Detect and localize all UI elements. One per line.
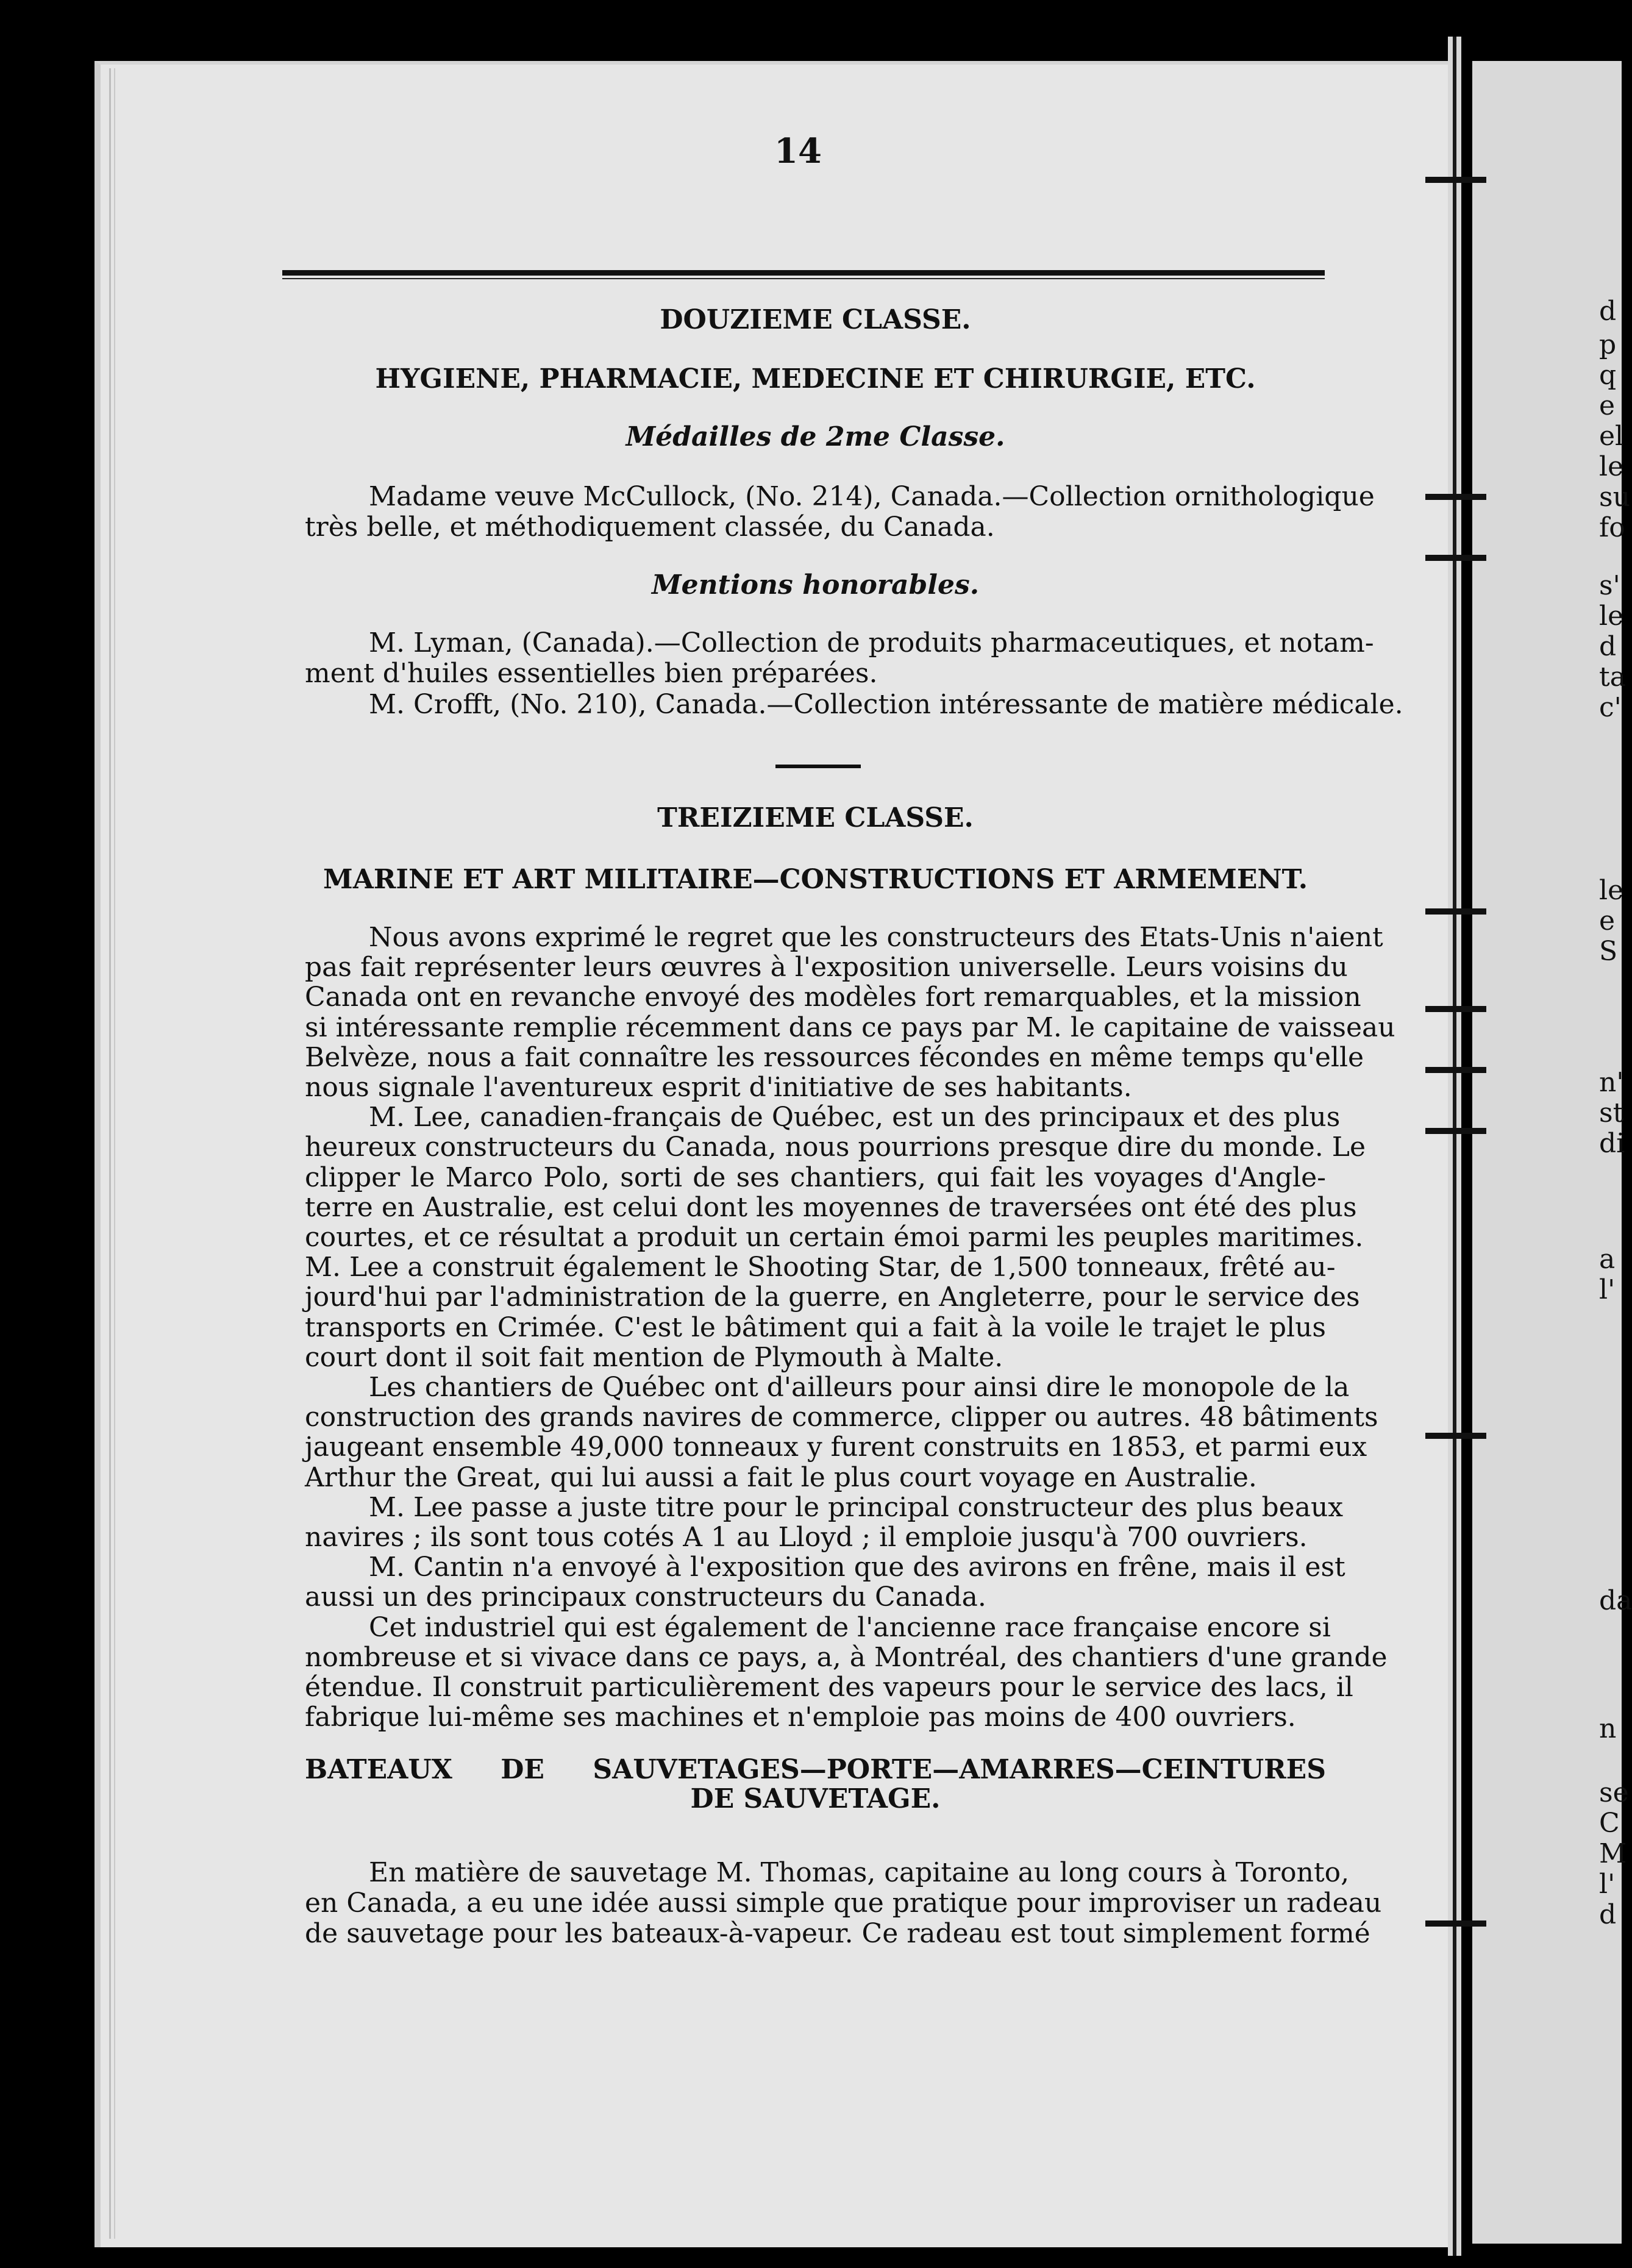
class-13-subject: MARINE ET ART MILITAIRE—CONSTRUCTIONS ET ARMEMENT. <box>322 864 1308 895</box>
text-line: construction des grands navires de commerce, clipper ou autres. 48 bâtiments <box>305 1402 1378 1433</box>
text-line: En matière de sauvetage M. Thomas, capitaine au long cours à Toronto, <box>369 1857 1350 1888</box>
facing-page-fragment: el <box>1599 421 1624 452</box>
facing-page-fragment: e <box>1599 905 1616 936</box>
text-line: fabrique lui-même ses machines et n'emploie pas moins de 400 ouvriers. <box>305 1702 1296 1733</box>
facing-page-fragment: su <box>1599 482 1630 513</box>
facing-page-fragment: e <box>1599 390 1616 421</box>
binding-stitch <box>1425 1920 1486 1927</box>
text-line: très belle, et méthodiquement classée, du Canada. <box>305 512 995 543</box>
text-line: étendue. Il construit particulièrement des vapeurs pour le service des lacs, il <box>305 1672 1353 1703</box>
facing-page-fragment: S <box>1599 936 1618 967</box>
binding-stitch <box>1425 555 1486 561</box>
facing-page-fragment: le <box>1599 451 1624 482</box>
text-line: ment d'huiles essentielles bien préparées. <box>305 658 878 689</box>
facing-page-fragment: st <box>1599 1097 1624 1129</box>
binding-stitch <box>1425 1433 1486 1439</box>
text-line: jaugeant ensemble 49,000 tonneaux y furent construits en 1853, et parmi eux <box>305 1432 1367 1463</box>
text-line: M. Crofft, (No. 210), Canada.—Collection intéressante de matière médicale. <box>369 689 1403 720</box>
binding-stitch <box>1425 908 1486 915</box>
facing-page-fragment: ta <box>1599 661 1626 693</box>
text-line: Canada ont en revanche envoyé des modèles fort remarquables, et la mission <box>305 982 1361 1013</box>
text-line: Les chantiers de Québec ont d'ailleurs pour ainsi dire le monopole de la <box>369 1372 1350 1403</box>
text-line: jourd'hui par l'administration de la guerre, en Angleterre, pour le service des <box>305 1282 1360 1313</box>
text-line: courtes, et ce résultat a produit un certain émoi parmi les peuples maritimes. <box>305 1222 1364 1253</box>
text-line: Madame veuve McCullock, (No. 214), Canada.—Collection ornithologique <box>369 481 1375 512</box>
bateaux-heading-line1: BATEAUX DE SAUVETAGES—PORTE—AMARRES—CEINTURES <box>305 1754 1326 1785</box>
facing-page-fragment: l' <box>1599 1274 1616 1305</box>
facing-page-fragment: p <box>1599 329 1617 360</box>
facing-page-fragment: s' <box>1599 570 1620 601</box>
header-rule-thin <box>282 278 1325 279</box>
text-line: pas fait représenter leurs œuvres à l'exposition universelle. Leurs voisins du <box>305 952 1348 983</box>
text-line: nombreuse et si vivace dans ce pays, a, à Montréal, des chantiers d'une grande <box>305 1642 1388 1673</box>
facing-page-fragment: c' <box>1599 692 1622 723</box>
text-line: terre en Australie, est celui dont les moyennes de traversées ont été des plus <box>305 1192 1357 1223</box>
page-number: 14 <box>774 131 822 171</box>
text-line: M. Lee, canadien-français de Québec, est un des principaux et des plus <box>369 1102 1341 1133</box>
facing-page-fragment: n <box>1599 1713 1617 1744</box>
medals-heading: Médailles de 2me Classe. <box>625 421 1005 452</box>
facing-page-fragment: n' <box>1599 1067 1624 1098</box>
text-line: M. Lee passe a juste titre pour le principal constructeur des plus beaux <box>369 1492 1344 1523</box>
text-line: court dont il soit fait mention de Plymouth à Malte. <box>305 1342 1003 1373</box>
facing-page-fragment: le <box>1599 875 1624 906</box>
facing-page-fragment: C <box>1599 1808 1620 1839</box>
text-line: aussi un des principaux constructeurs du Canada. <box>305 1582 986 1613</box>
facing-page-fragment: M <box>1599 1838 1627 1869</box>
text-line: si intéressante remplie récemment dans ce pays par M. le capitaine de vaisseau <box>305 1012 1395 1043</box>
text-line: Cet industriel qui est également de l'ancienne race française encore si <box>369 1612 1331 1643</box>
facing-page-fragment: l' <box>1599 1869 1616 1900</box>
text-line: clipper le Marco Polo, sorti de ses chantiers, qui fait les voyages d'Angle- <box>305 1162 1326 1193</box>
binding-stitch <box>1425 177 1486 183</box>
binding-stitch <box>1425 494 1486 500</box>
facing-page-fragment: d <box>1599 296 1617 327</box>
binding-stitch <box>1425 1006 1486 1012</box>
text-line: M. Cantin n'a envoyé à l'exposition que des avirons en frêne, mais il est <box>369 1552 1345 1583</box>
facing-page-fragment: da <box>1599 1585 1632 1616</box>
text-line: M. Lyman, (Canada).—Collection de produits pharmaceutiques, et notam- <box>369 627 1374 658</box>
text-line: heureux constructeurs du Canada, nous pourrions presque dire du monde. Le <box>305 1132 1366 1163</box>
text-line: Arthur the Great, qui lui aussi a fait le plus court voyage en Australie. <box>305 1462 1257 1493</box>
text-line: transports en Crimée. C'est le bâtiment qui a fait à la voile le trajet le plus <box>305 1312 1326 1343</box>
text-line: M. Lee a construit également le Shooting Star, de 1,500 tonneaux, frêté au- <box>305 1252 1336 1283</box>
facing-page-fragment: q <box>1599 360 1617 391</box>
text-line: en Canada, a eu une idée aussi simple que pratique pour improviser un radeau <box>305 1888 1382 1919</box>
binding-stitch <box>1425 1128 1486 1134</box>
mentions-heading: Mentions honorables. <box>651 569 980 601</box>
facing-page-fragment: d <box>1599 631 1617 662</box>
text-line: nous signale l'aventureux esprit d'initiative de ses habitants. <box>305 1072 1132 1103</box>
section-divider <box>775 765 861 768</box>
text-line: navires ; ils sont tous cotés A 1 au Lloyd ; il emploie jusqu'à 700 ouvriers. <box>305 1522 1308 1553</box>
text-line: Nous avons exprimé le regret que les constructeurs des Etats-Unis n'aient <box>369 922 1383 953</box>
facing-page-fragment: le <box>1599 601 1624 632</box>
bateaux-heading-line2: DE SAUVETAGE. <box>690 1783 941 1814</box>
facing-page-fragment: di <box>1599 1128 1625 1159</box>
class-13-title: TREIZIEME CLASSE. <box>657 802 974 833</box>
facing-page-fragment: a <box>1599 1244 1616 1275</box>
facing-page-fragment: fo <box>1599 512 1625 543</box>
class-12-subject: HYGIENE, PHARMACIE, MEDECINE ET CHIRURGIE, ETC. <box>375 363 1256 394</box>
text-line: de sauvetage pour les bateaux-à-vapeur. Ce radeau est tout simplement formé <box>305 1918 1370 1949</box>
binding-stitch <box>1425 1067 1486 1073</box>
header-rule <box>282 270 1325 276</box>
facing-page-fragment: d <box>1599 1899 1617 1930</box>
text-line: Belvèze, nous a fait connaître les ressources fécondes en même temps qu'elle <box>305 1042 1364 1073</box>
class-12-title: DOUZIEME CLASSE. <box>660 304 971 335</box>
facing-page-fragment: se <box>1599 1777 1629 1808</box>
